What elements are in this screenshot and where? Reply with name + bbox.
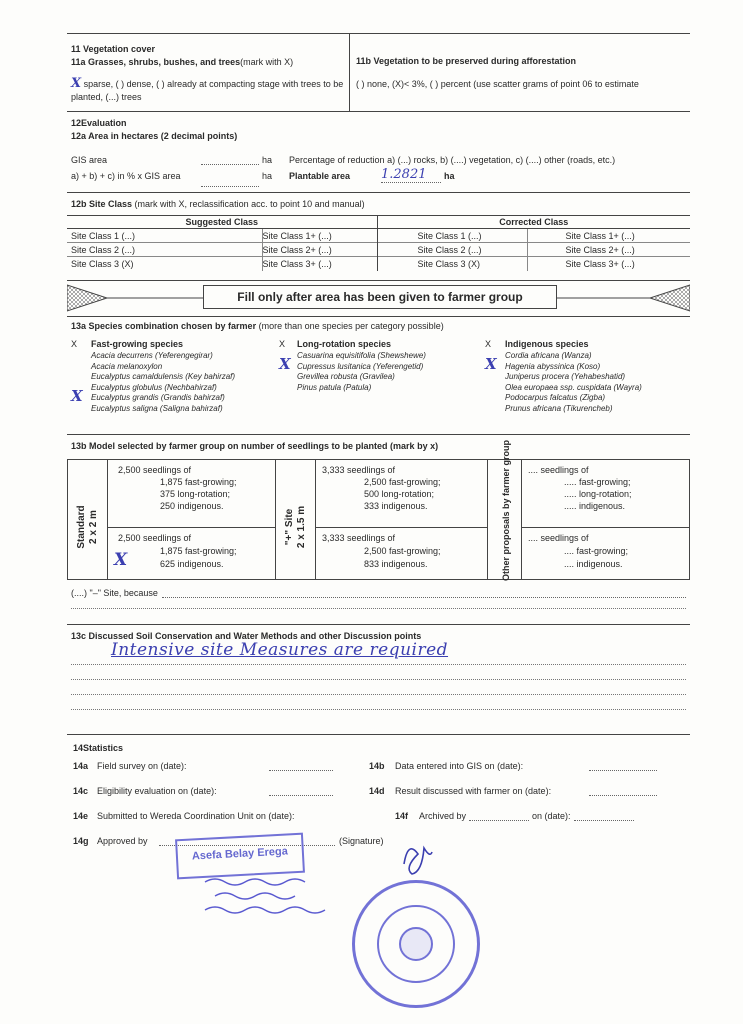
site-class-cell[interactable]: Site Class 3+ (...): [262, 257, 377, 271]
model-line: 333 indigenous.: [364, 501, 428, 511]
other-model-2[interactable]: [522, 528, 690, 580]
model-line: 2,500 seedlings of: [118, 465, 192, 475]
fast-growing-column: [71, 339, 279, 414]
site-class-cell[interactable]: Site Class 1+ (...): [565, 230, 635, 241]
section-13a-title: 13a Species combination chosen by farmer: [71, 321, 257, 331]
sum-label: a) + b) + c) in % x GIS area: [71, 171, 181, 181]
site-size: 2 x 1.5 m: [296, 505, 307, 549]
site-model-1[interactable]: [316, 460, 488, 528]
gis-area-unit: ha: [262, 155, 273, 165]
section-11b-options: ( ) none, (X)< 3%, ( ) percent (use scatter grams of point 06 to estimate: [356, 79, 639, 89]
form-page: [67, 33, 690, 864]
fill-after-banner: [67, 280, 690, 316]
species-item[interactable]: Cupressus lusitanica (Yeferengetid): [297, 361, 424, 371]
model-line: 250 indigenous.: [160, 501, 224, 511]
handwritten-mark: X: [279, 355, 291, 373]
model-line: .... seedlings of: [528, 533, 589, 543]
standard-size: 2 x 2 m: [88, 510, 99, 544]
model-line: 833 indigenous.: [364, 559, 428, 569]
model-line: 2,500 fast-growing;: [364, 477, 441, 487]
plantable-value[interactable]: 1.2821: [381, 167, 441, 183]
stats-row-4: [73, 836, 684, 846]
other-label-cell: [488, 439, 522, 581]
field-key: 14a: [73, 761, 89, 771]
model-line: 500 long-rotation;: [364, 489, 435, 499]
submitted-label: Submitted to Wereda Coordination Unit on (date):: [97, 811, 295, 821]
site-class-cell[interactable]: Site Class 2 (...): [377, 243, 527, 257]
section-13a-note: (more than one species per category possible): [258, 321, 444, 331]
section-13b: [67, 434, 690, 624]
archived-by-field[interactable]: [469, 811, 529, 821]
signature-label: (Signature): [339, 836, 384, 846]
round-seal: [352, 880, 480, 1008]
site-label-cell: [276, 460, 316, 580]
model-line: ..... long-rotation;: [564, 489, 632, 499]
species-item[interactable]: Eucalyptus camaldulensis (Key bahirzaf): [91, 372, 236, 381]
col-x-label: X: [71, 339, 78, 349]
site-class-cell[interactable]: Site Class 1 (...): [67, 229, 262, 243]
species-item[interactable]: Prunus africana (Tikurencheb): [505, 403, 613, 413]
section-14-title: 14Statistics: [73, 743, 124, 753]
species-item[interactable]: Pinus patula (Patula): [297, 382, 372, 392]
model-line: 1,875 fast-growing;: [160, 546, 237, 556]
site-class-table: [67, 215, 690, 271]
field-key: 14g: [73, 836, 89, 846]
model-line: 2,500 seedlings of: [118, 533, 192, 543]
indigenous-header: Indigenous species: [505, 339, 589, 349]
suggested-header: Suggested Class: [67, 216, 377, 229]
section-11: [67, 33, 690, 111]
long-rotation-column: [279, 339, 485, 414]
section-12b-note: (mark with X, reclassification acc. to point 10 and manual): [134, 199, 365, 209]
section-12-title: 12Evaluation: [71, 118, 127, 128]
site-class-cell[interactable]: Site Class 2+ (...): [565, 244, 635, 255]
section-11a-title: 11a Grasses, shrubs, bushes, and trees: [71, 57, 241, 67]
section-13c: [67, 624, 690, 734]
stats-row-2: [73, 786, 684, 796]
site-class-cell[interactable]: Site Class 2+ (...): [262, 243, 377, 257]
plantable-unit: ha: [444, 171, 455, 181]
blank-line[interactable]: [71, 608, 686, 623]
species-item[interactable]: Grevillea robusta (Gravilea): [297, 372, 395, 381]
section-13c-title: 13c Discussed Soil Conservation and Water Methods and other Discussion points: [71, 631, 422, 641]
section-11b: [350, 34, 690, 111]
model-line: ..... indigenous.: [564, 501, 626, 511]
result-discussed-field[interactable]: [589, 786, 657, 796]
site-class-cell[interactable]: Site Class 3 (X): [377, 257, 527, 271]
field-survey-field[interactable]: [269, 761, 333, 771]
minus-site-field[interactable]: [162, 588, 686, 598]
result-discussed-label: Result discussed with farmer on (date):: [395, 786, 552, 796]
stamp-name: Asefa Belay Erega: [191, 845, 289, 863]
species-item[interactable]: Hagenia abyssinica (Koso): [505, 361, 601, 371]
standard-model-1[interactable]: [108, 460, 276, 528]
section-13b-title: 13b Model selected by farmer group on number of seedlings to be planted (mark by x): [71, 441, 439, 451]
model-line: 375 long-rotation;: [160, 489, 231, 499]
standard-label: Standard: [76, 505, 87, 549]
handwritten-mark: X: [485, 355, 497, 373]
section-11b-title: 11b Vegetation to be preserved during afforestation: [356, 56, 577, 66]
model-line: .... seedlings of: [528, 465, 589, 475]
field-key: 14c: [73, 786, 89, 796]
standard-model-2[interactable]: [108, 528, 276, 580]
long-rotation-header: Long-rotation species: [297, 339, 392, 349]
blank-line[interactable]: [71, 664, 686, 679]
handwritten-mark: X: [71, 76, 82, 91]
minus-site-label: (....) "–" Site, because: [71, 588, 158, 598]
section-11-title: 11 Vegetation cover: [71, 44, 156, 54]
blank-line[interactable]: [71, 709, 686, 724]
amharic-stamp-text: [200, 872, 340, 918]
banner-text: Fill only after area has been given to farmer group: [203, 285, 557, 309]
model-line: 625 indigenous.: [160, 559, 224, 569]
site-class-cell[interactable]: Site Class 3 (X): [67, 257, 262, 271]
gis-area-row: [71, 155, 686, 165]
model-line: 2,500 fast-growing;: [364, 546, 441, 556]
section-12a-title: 12a Area in hectares (2 decimal points): [71, 131, 238, 141]
eligibility-field[interactable]: [269, 786, 333, 796]
site-label: "+" Site: [284, 508, 295, 546]
field-key: 14e: [73, 811, 89, 821]
blank-line[interactable]: [71, 679, 686, 694]
section-11a: [67, 34, 350, 111]
standard-label-cell: [68, 460, 108, 580]
model-line: ..... fast-growing;: [564, 477, 631, 487]
species-item[interactable]: Eucalyptus grandis (Grandis bahirzaf): [91, 393, 225, 402]
signature: [396, 834, 436, 878]
model-line: .... indigenous.: [564, 559, 623, 569]
stats-row-1: [73, 761, 684, 771]
section-11a-note: (mark with X): [240, 57, 294, 67]
other-model-1[interactable]: [522, 460, 690, 528]
section-12: [67, 111, 690, 192]
species-item[interactable]: Juniperus procera (Yehabeshatid): [505, 372, 626, 381]
section-13a: [67, 316, 690, 434]
species-item[interactable]: Eucalyptus saligna (Saligna bahirzaf): [91, 403, 223, 413]
site-class-cell[interactable]: Site Class 1 (...): [377, 229, 527, 243]
plantable-label: Plantable area: [289, 171, 351, 181]
model-line: 1,875 fast-growing;: [160, 477, 237, 487]
model-line: .... fast-growing;: [564, 546, 629, 556]
gis-area-label: GIS area: [71, 155, 108, 165]
species-item[interactable]: Casuarina equisitifolia (Shewshewe): [297, 351, 426, 360]
species-item[interactable]: Acacia decurrens (Yeferengegirar): [91, 351, 213, 360]
gis-entry-label: Data entered into GIS on (date):: [395, 761, 524, 771]
section-12b: [67, 192, 690, 280]
reduction-text: Percentage of reduction a) (...) rocks, b) (....) vegetation, c) (....) other (roads, etc.): [289, 155, 616, 165]
site-class-cell[interactable]: Site Class 1+ (...): [262, 229, 377, 243]
species-item[interactable]: Cordia africana (Wanza): [505, 351, 592, 360]
eligibility-label: Eligibility evaluation on (date):: [97, 786, 217, 796]
model-line: 3,333 seedlings of: [322, 465, 396, 475]
species-item[interactable]: Podocarpus falcatus (Zigba): [505, 393, 606, 402]
sum-unit: ha: [262, 171, 273, 181]
archived-date-field[interactable]: [574, 811, 634, 821]
field-key: 14f: [395, 811, 409, 821]
stats-row-3: [73, 811, 684, 821]
sum-field[interactable]: [201, 171, 259, 187]
archived-label: Archived by: [419, 811, 467, 821]
site-class-cell[interactable]: Site Class 2 (...): [67, 243, 262, 257]
plantable-row: [71, 167, 686, 187]
model-line: 3,333 seedlings of: [322, 533, 396, 543]
site-class-cell[interactable]: Site Class 3+ (...): [565, 258, 635, 269]
handwritten-mark: X: [114, 550, 128, 570]
species-item[interactable]: Olea europaea ssp. cuspidata (Wayra): [505, 382, 642, 392]
species-item[interactable]: Acacia melanoxylon: [91, 361, 163, 371]
col-x-label: X: [485, 339, 492, 349]
species-columns: [71, 339, 686, 414]
field-survey-label: Field survey on (date):: [97, 761, 187, 771]
species-item[interactable]: Eucalyptus globulus (Nechbahirzaf): [91, 382, 217, 392]
archived-date-label: on (date):: [532, 811, 571, 821]
section-12b-title: 12b Site Class: [71, 199, 133, 209]
minus-site-row: [67, 588, 690, 598]
other-label: Other proposals by farmer group: [501, 439, 511, 581]
approved-by-label: Approved by: [97, 836, 148, 846]
gis-area-field[interactable]: [201, 155, 259, 165]
section-11a-options: sparse, ( ) dense, ( ) already at compacting stage with trees to be planted, (...) trees: [71, 79, 344, 102]
gis-entry-field[interactable]: [589, 761, 657, 771]
blank-line[interactable]: [71, 694, 686, 709]
col-x-label: X: [279, 339, 286, 349]
field-key: 14b: [369, 761, 385, 771]
section-14: [67, 734, 690, 864]
site-model-2[interactable]: [316, 528, 488, 580]
corrected-header: Corrected Class: [377, 216, 690, 229]
handwritten-discussion[interactable]: Intensive site Measures are required: [111, 640, 449, 660]
fast-growing-header: Fast-growing species: [91, 339, 184, 349]
indigenous-column: [485, 339, 686, 414]
field-key: 14d: [369, 786, 385, 796]
handwritten-mark: X: [71, 387, 83, 405]
